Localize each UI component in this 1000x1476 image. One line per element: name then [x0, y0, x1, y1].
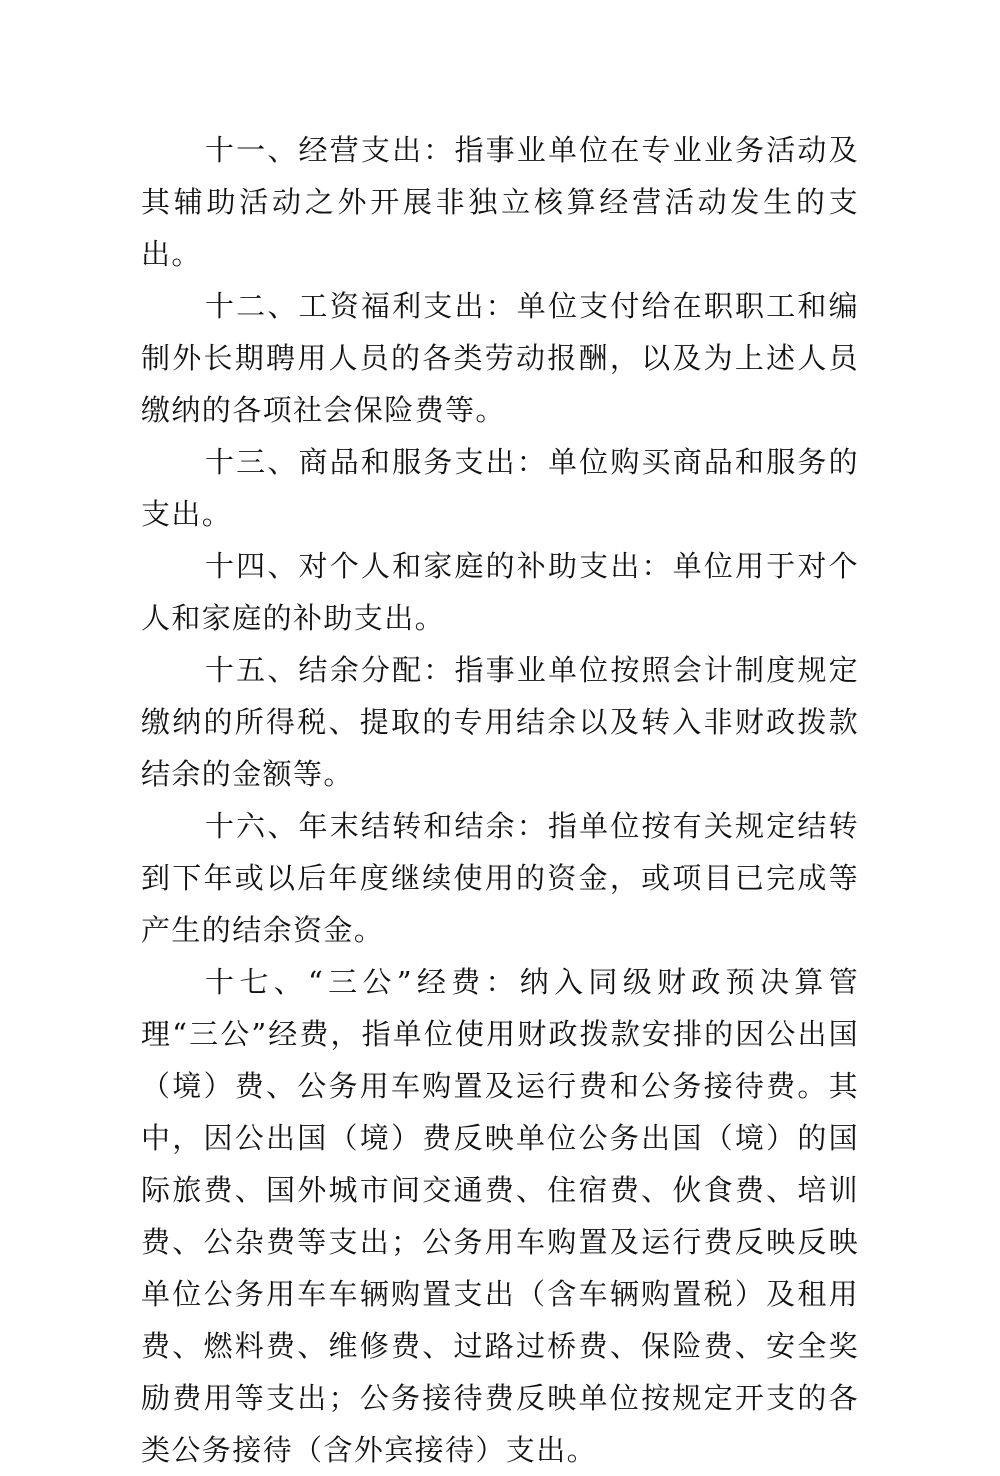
paragraph-11: 十一、经营支出：指事业单位在专业业务活动及其辅助活动之外开展非独立核算经营活动发生的支出。 — [141, 133, 859, 271]
paragraph-13: 十三、商品和服务支出：单位购买商品和服务的支出。 — [141, 445, 859, 531]
paragraph-17: 十七、“三公”经费：纳入同级财政预决算管理“三公”经费，指单位使用财政拨款安排的因公出国（境）费、公务用车购置及运行费和公务接待费。其中，因公出国（境）费反映单位公务出国（境）的国际旅费、国外城市间交通费、住宿费、伙食费、培训费、公杂费等支出；公务用车购置及运行费反映反映单位公务用车车辆购置支出（含车辆购置税）及租用费、燃料费、维修费、过路过桥费、保险费、安全奖励费用等支出；公务接待费反映单位按规定开支的各类公务接待（含外宾接待）支出。 — [141, 965, 859, 1467]
paragraph-12: 十二、工资福利支出：单位支付给在职职工和编制外长期聘用人员的各类劳动报酬，以及为上述人员缴纳的各项社会保险费等。 — [141, 289, 859, 427]
paragraph-16: 十六、年末结转和结余：指单位按有关规定结转到下年或以后年度继续使用的资金，或项目已完成等产生的结余资金。 — [141, 809, 859, 947]
paragraph-14: 十四、对个人和家庭的补助支出：单位用于对个人和家庭的补助支出。 — [141, 549, 859, 635]
paragraph-15: 十五、结余分配：指事业单位按照会计制度规定缴纳的所得税、提取的专用结余以及转入非财政拨款结余的金额等。 — [141, 653, 859, 791]
document-body — [141, 124, 859, 1476]
